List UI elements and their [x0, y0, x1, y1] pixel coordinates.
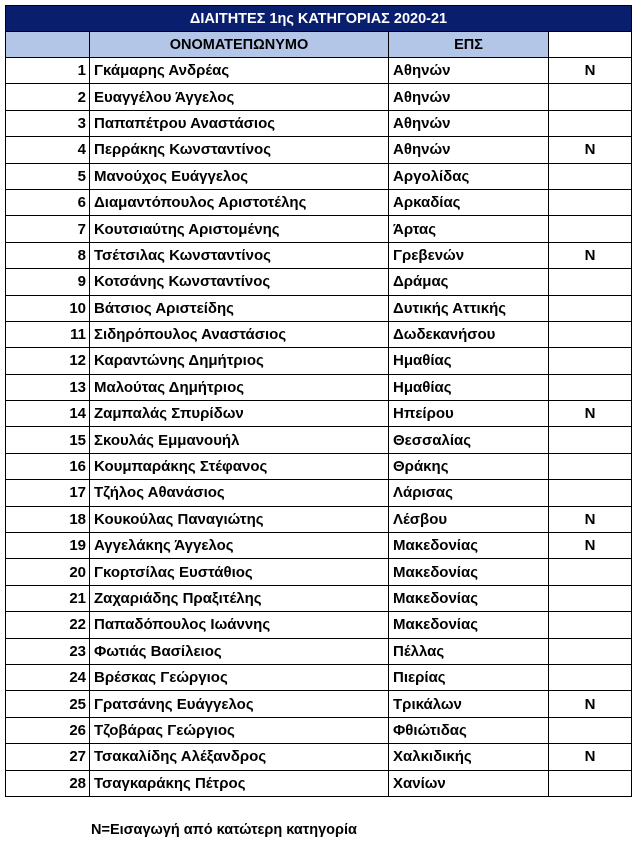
row-number: 1	[6, 58, 90, 84]
referee-name: Ζαμπαλάς Σπυρίδων	[90, 401, 389, 427]
table-row	[6, 770, 632, 796]
promotion-flag	[549, 585, 632, 611]
table-row	[6, 691, 632, 717]
referee-name: Τσακαλίδης Αλέξανδρος	[90, 744, 389, 770]
header-flag	[549, 32, 632, 58]
referee-eps: Φθιώτιδας	[389, 717, 549, 743]
header-row	[6, 32, 632, 58]
referee-name: Γκορτσίλας Ευστάθιος	[90, 559, 389, 585]
row-number: 2	[6, 84, 90, 110]
table-row	[6, 717, 632, 743]
table-row	[6, 427, 632, 453]
row-number: 9	[6, 269, 90, 295]
row-number: 14	[6, 401, 90, 427]
table-row	[6, 110, 632, 136]
referee-eps: Λάρισας	[389, 480, 549, 506]
title-row	[6, 6, 632, 32]
row-number: 6	[6, 189, 90, 215]
table-row	[6, 374, 632, 400]
table-row	[6, 163, 632, 189]
table-row	[6, 269, 632, 295]
promotion-flag	[549, 770, 632, 796]
table-row	[6, 58, 632, 84]
referee-eps: Αθηνών	[389, 110, 549, 136]
promotion-flag	[549, 163, 632, 189]
referee-eps: Γρεβενών	[389, 242, 549, 268]
referee-eps: Θεσσαλίας	[389, 427, 549, 453]
row-number: 23	[6, 638, 90, 664]
row-number: 19	[6, 533, 90, 559]
promotion-flag	[549, 453, 632, 479]
row-number: 4	[6, 137, 90, 163]
row-number: 10	[6, 295, 90, 321]
table-row	[6, 295, 632, 321]
referee-name: Σκουλάς Εμμανουήλ	[90, 427, 389, 453]
referee-name: Κοτσάνης Κωνσταντίνος	[90, 269, 389, 295]
table-row	[6, 84, 632, 110]
referee-eps: Ημαθίας	[389, 348, 549, 374]
referee-eps: Μακεδονίας	[389, 533, 549, 559]
footnote: Ν=Εισαγωγή από κατώτερη κατηγορία	[91, 822, 357, 838]
table-row	[6, 321, 632, 347]
referee-name: Σιδηρόπουλος Αναστάσιος	[90, 321, 389, 347]
referee-name: Παπαπέτρου Αναστάσιος	[90, 110, 389, 136]
promotion-flag	[549, 110, 632, 136]
row-number: 8	[6, 242, 90, 268]
row-number: 11	[6, 321, 90, 347]
table-row	[6, 533, 632, 559]
referee-name: Τσέτσιλας Κωνσταντίνος	[90, 242, 389, 268]
header-number-cell	[6, 32, 90, 58]
referee-eps: Χανίων	[389, 770, 549, 796]
referee-eps: Μακεδονίας	[389, 585, 549, 611]
referee-name: Περράκης Κωνσταντίνος	[90, 137, 389, 163]
table-row	[6, 348, 632, 374]
referee-eps: Χαλκιδικής	[389, 744, 549, 770]
referee-eps: Αθηνών	[389, 84, 549, 110]
referee-eps: Ηπείρου	[389, 401, 549, 427]
table-row	[6, 137, 632, 163]
row-number: 7	[6, 216, 90, 242]
promotion-flag	[549, 189, 632, 215]
referee-eps: Αρκαδίας	[389, 189, 549, 215]
promotion-flag	[549, 427, 632, 453]
header-name: ΟΝΟΜΑΤΕΠΩΝΥΜΟ	[90, 32, 389, 58]
promotion-flag	[549, 664, 632, 690]
referee-name: Τζοβάρας Γεώργιος	[90, 717, 389, 743]
row-number: 3	[6, 110, 90, 136]
promotion-flag: Ν	[549, 533, 632, 559]
promotion-flag: Ν	[549, 401, 632, 427]
table-row	[6, 638, 632, 664]
table-row	[6, 664, 632, 690]
table-row	[6, 612, 632, 638]
promotion-flag	[549, 612, 632, 638]
header-eps: ΕΠΣ	[389, 32, 549, 58]
promotion-flag: Ν	[549, 691, 632, 717]
referee-name: Καραντώνης Δημήτριος	[90, 348, 389, 374]
referee-name: Διαμαντόπουλος Αριστοτέλης	[90, 189, 389, 215]
referee-name: Τσαγκαράκης Πέτρος	[90, 770, 389, 796]
table-row	[6, 401, 632, 427]
referee-eps: Λέσβου	[389, 506, 549, 532]
promotion-flag	[549, 348, 632, 374]
table-row	[6, 480, 632, 506]
table-row	[6, 216, 632, 242]
referee-eps: Τρικάλων	[389, 691, 549, 717]
table-row	[6, 744, 632, 770]
table-row	[6, 585, 632, 611]
referee-name: Φωτιάς Βασίλειος	[90, 638, 389, 664]
referee-eps: Θράκης	[389, 453, 549, 479]
referee-name: Παπαδόπουλος Ιωάννης	[90, 612, 389, 638]
promotion-flag: Ν	[549, 137, 632, 163]
referee-name: Κουμπαράκης Στέφανος	[90, 453, 389, 479]
referees-table	[5, 5, 632, 797]
referee-name: Ζαχαριάδης Πραξιτέλης	[90, 585, 389, 611]
table-row	[6, 242, 632, 268]
referee-name: Μανούχος Ευάγγελος	[90, 163, 389, 189]
referee-eps: Άρτας	[389, 216, 549, 242]
promotion-flag	[549, 559, 632, 585]
promotion-flag: Ν	[549, 242, 632, 268]
referee-eps: Δυτικής Αττικής	[389, 295, 549, 321]
row-number: 17	[6, 480, 90, 506]
referee-name: Βρέσκας Γεώργιος	[90, 664, 389, 690]
referee-eps: Πέλλας	[389, 638, 549, 664]
referee-name: Μαλούτας Δημήτριος	[90, 374, 389, 400]
referee-name: Βάτσιος Αριστείδης	[90, 295, 389, 321]
referee-eps: Μακεδονίας	[389, 559, 549, 585]
row-number: 27	[6, 744, 90, 770]
row-number: 22	[6, 612, 90, 638]
referee-eps: Δωδεκανήσου	[389, 321, 549, 347]
promotion-flag	[549, 295, 632, 321]
row-number: 13	[6, 374, 90, 400]
row-number: 24	[6, 664, 90, 690]
row-number: 20	[6, 559, 90, 585]
promotion-flag	[549, 638, 632, 664]
promotion-flag	[549, 480, 632, 506]
referee-name: Ευαγγέλου Άγγελος	[90, 84, 389, 110]
table-row	[6, 559, 632, 585]
row-number: 16	[6, 453, 90, 479]
row-number: 25	[6, 691, 90, 717]
row-number: 18	[6, 506, 90, 532]
promotion-flag	[549, 269, 632, 295]
promotion-flag: Ν	[549, 58, 632, 84]
promotion-flag	[549, 321, 632, 347]
row-number: 15	[6, 427, 90, 453]
referee-name: Γκάμαρης Ανδρέας	[90, 58, 389, 84]
row-number: 5	[6, 163, 90, 189]
table-row	[6, 453, 632, 479]
referee-eps: Πιερίας	[389, 664, 549, 690]
referee-name: Αγγελάκης Άγγελος	[90, 533, 389, 559]
row-number: 12	[6, 348, 90, 374]
promotion-flag	[549, 216, 632, 242]
referee-name: Τζήλος Αθανάσιος	[90, 480, 389, 506]
promotion-flag: Ν	[549, 744, 632, 770]
promotion-flag: Ν	[549, 506, 632, 532]
referee-eps: Αθηνών	[389, 58, 549, 84]
referee-eps: Ημαθίας	[389, 374, 549, 400]
referee-eps: Μακεδονίας	[389, 612, 549, 638]
referee-eps: Αθηνών	[389, 137, 549, 163]
table-row	[6, 189, 632, 215]
referee-name: Γρατσάνης Ευάγγελος	[90, 691, 389, 717]
referee-eps: Αργολίδας	[389, 163, 549, 189]
row-number: 26	[6, 717, 90, 743]
row-number: 28	[6, 770, 90, 796]
referee-eps: Δράμας	[389, 269, 549, 295]
referee-name: Κουτσιαύτης Αριστομένης	[90, 216, 389, 242]
promotion-flag	[549, 374, 632, 400]
sheet-title: ΔΙΑΙΤΗΤΕΣ 1ης ΚΑΤΗΓΟΡΙΑΣ 2020-21	[6, 6, 632, 32]
referee-name: Κουκούλας Παναγιώτης	[90, 506, 389, 532]
table-row	[6, 506, 632, 532]
promotion-flag	[549, 717, 632, 743]
promotion-flag	[549, 84, 632, 110]
row-number: 21	[6, 585, 90, 611]
